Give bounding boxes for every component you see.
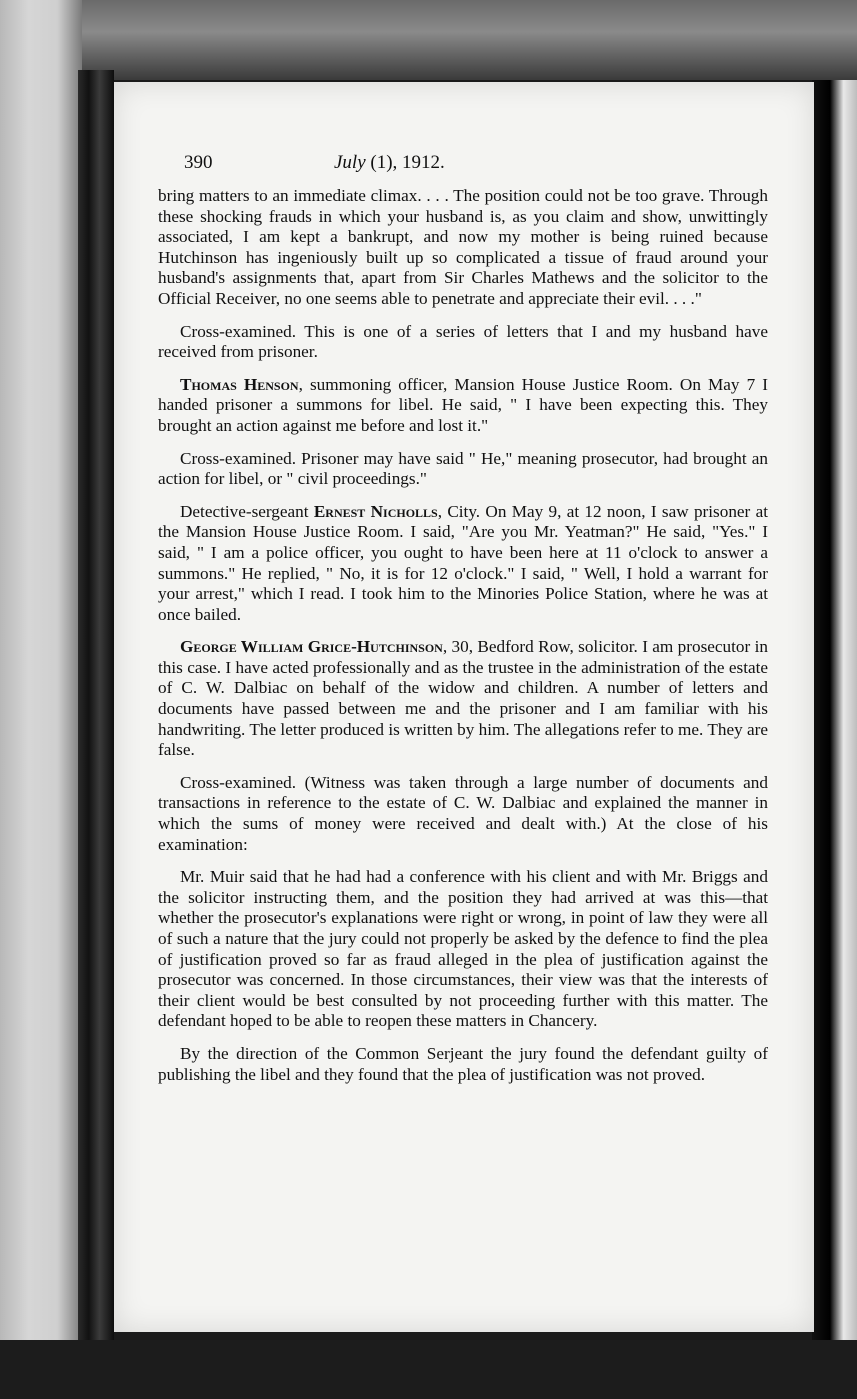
paragraph-henson-testimony [158,375,768,437]
book-page [114,82,814,1332]
running-title [334,152,445,174]
witness-name: Thomas Henson [180,374,299,394]
page-number: 390 [184,152,213,173]
witness-name: Ernest Nicholls [313,501,438,521]
testimony-text: , summoning officer, Mansion House Justice Room. On May 7 I handed prisoner a summons for libel. He said, " I have been expecting this. They brought an action against me before and lost it." [158,374,769,435]
book-spine [78,70,114,1360]
scan-background-left [0,0,82,1399]
paragraph-cross-examined-2: Cross-examined. Prisoner may have said " He," meaning prosecutor, had brought an action for libel, or " civil proceedings." [158,448,768,489]
scan-background-bottom [0,1340,857,1399]
page-edge-right [812,80,857,1350]
testimony-text: , 30, Bedford Row, solicitor. I am prosecutor in this case. I have acted professionally and as the trustee in the administration of the estate of C. W. Dalbiac on behalf of the widow and children. A number of letters and documents have passed between me and the prisoner and I am familiar with his handwriting. The letter produced is written by him. The allegations refer to me. They are false. [158,637,768,760]
witness-prefix: Detective-sergeant [180,501,314,521]
paragraph-cross-examined-1: Cross-examined. This is one of a series of letters that I and my husband have received from prisoner. [158,321,768,362]
scan-background-top [0,0,857,80]
witness-name: George William Grice-Hutchinson [180,637,443,657]
running-title-date: (1), 1912. [370,152,445,173]
paragraph-nicholls-testimony [158,502,768,626]
paragraph-letter-continuation: bring matters to an immediate climax. . . . The position could not be too grave. Through these shocking frauds in which your husband is, as you claim and show, unwittingly associated, I am kept a bankrupt, and now my mother is being ruined because Hutchinson has ingeniously built up so complicated a tissue of fraud around your husband's assignments that, apart from Sir Charles Mathews and the solicitor to the Official Receiver, no one seems able to penetrate and appreciate their evil. . . ." [158,186,768,308]
paragraph-verdict: By the direction of the Common Serjeant the jury found the defendant guilty of publishing the libel and they found that the plea of justification was not proved. [158,1043,768,1084]
paragraph-cross-examined-3: Cross-examined. (Witness was taken through a large number of documents and transactions in reference to the estate of C. W. Dalbiac and explained the manner in which the sums of money were received and dealt with.) At the close of his examination: [158,772,768,854]
paragraph-grice-hutchinson-testimony [158,637,768,761]
body-text [158,186,768,1097]
paragraph-muir-statement: Mr. Muir said that he had had a conference with his client and with Mr. Briggs and the solicitor instructing them, and the position they had arrived at was this—that whether the prosecutor's explanations were right or wrong, in point of law they were all of such a nature that the jury could not properly be asked by the defence to find the plea of justification proved so far as fraud alleged in the plea of justification against the prosecutor was concerned. In those circumstances, their view was that the interests of their client would be best consulted by not proceeding further with this matter. The defendant hoped to be able to reopen these matters in Chancery. [158,867,768,1031]
running-title-month: July [334,152,366,173]
testimony-text: , City. On May 9, at 12 noon, I saw prisoner at the Mansion House Justice Room. I said, "Are you Mr. Yeatman?" He said, "Yes." I said, " I am a police officer, you ought to have been here at 11 o'clock to answer a summons." He replied, " No, it is for 12 o'clock." I said, " Well, I hold a warrant for your arrest," which I read. I took him to the Minories Police Station, where he was at once bailed. [158,501,768,624]
